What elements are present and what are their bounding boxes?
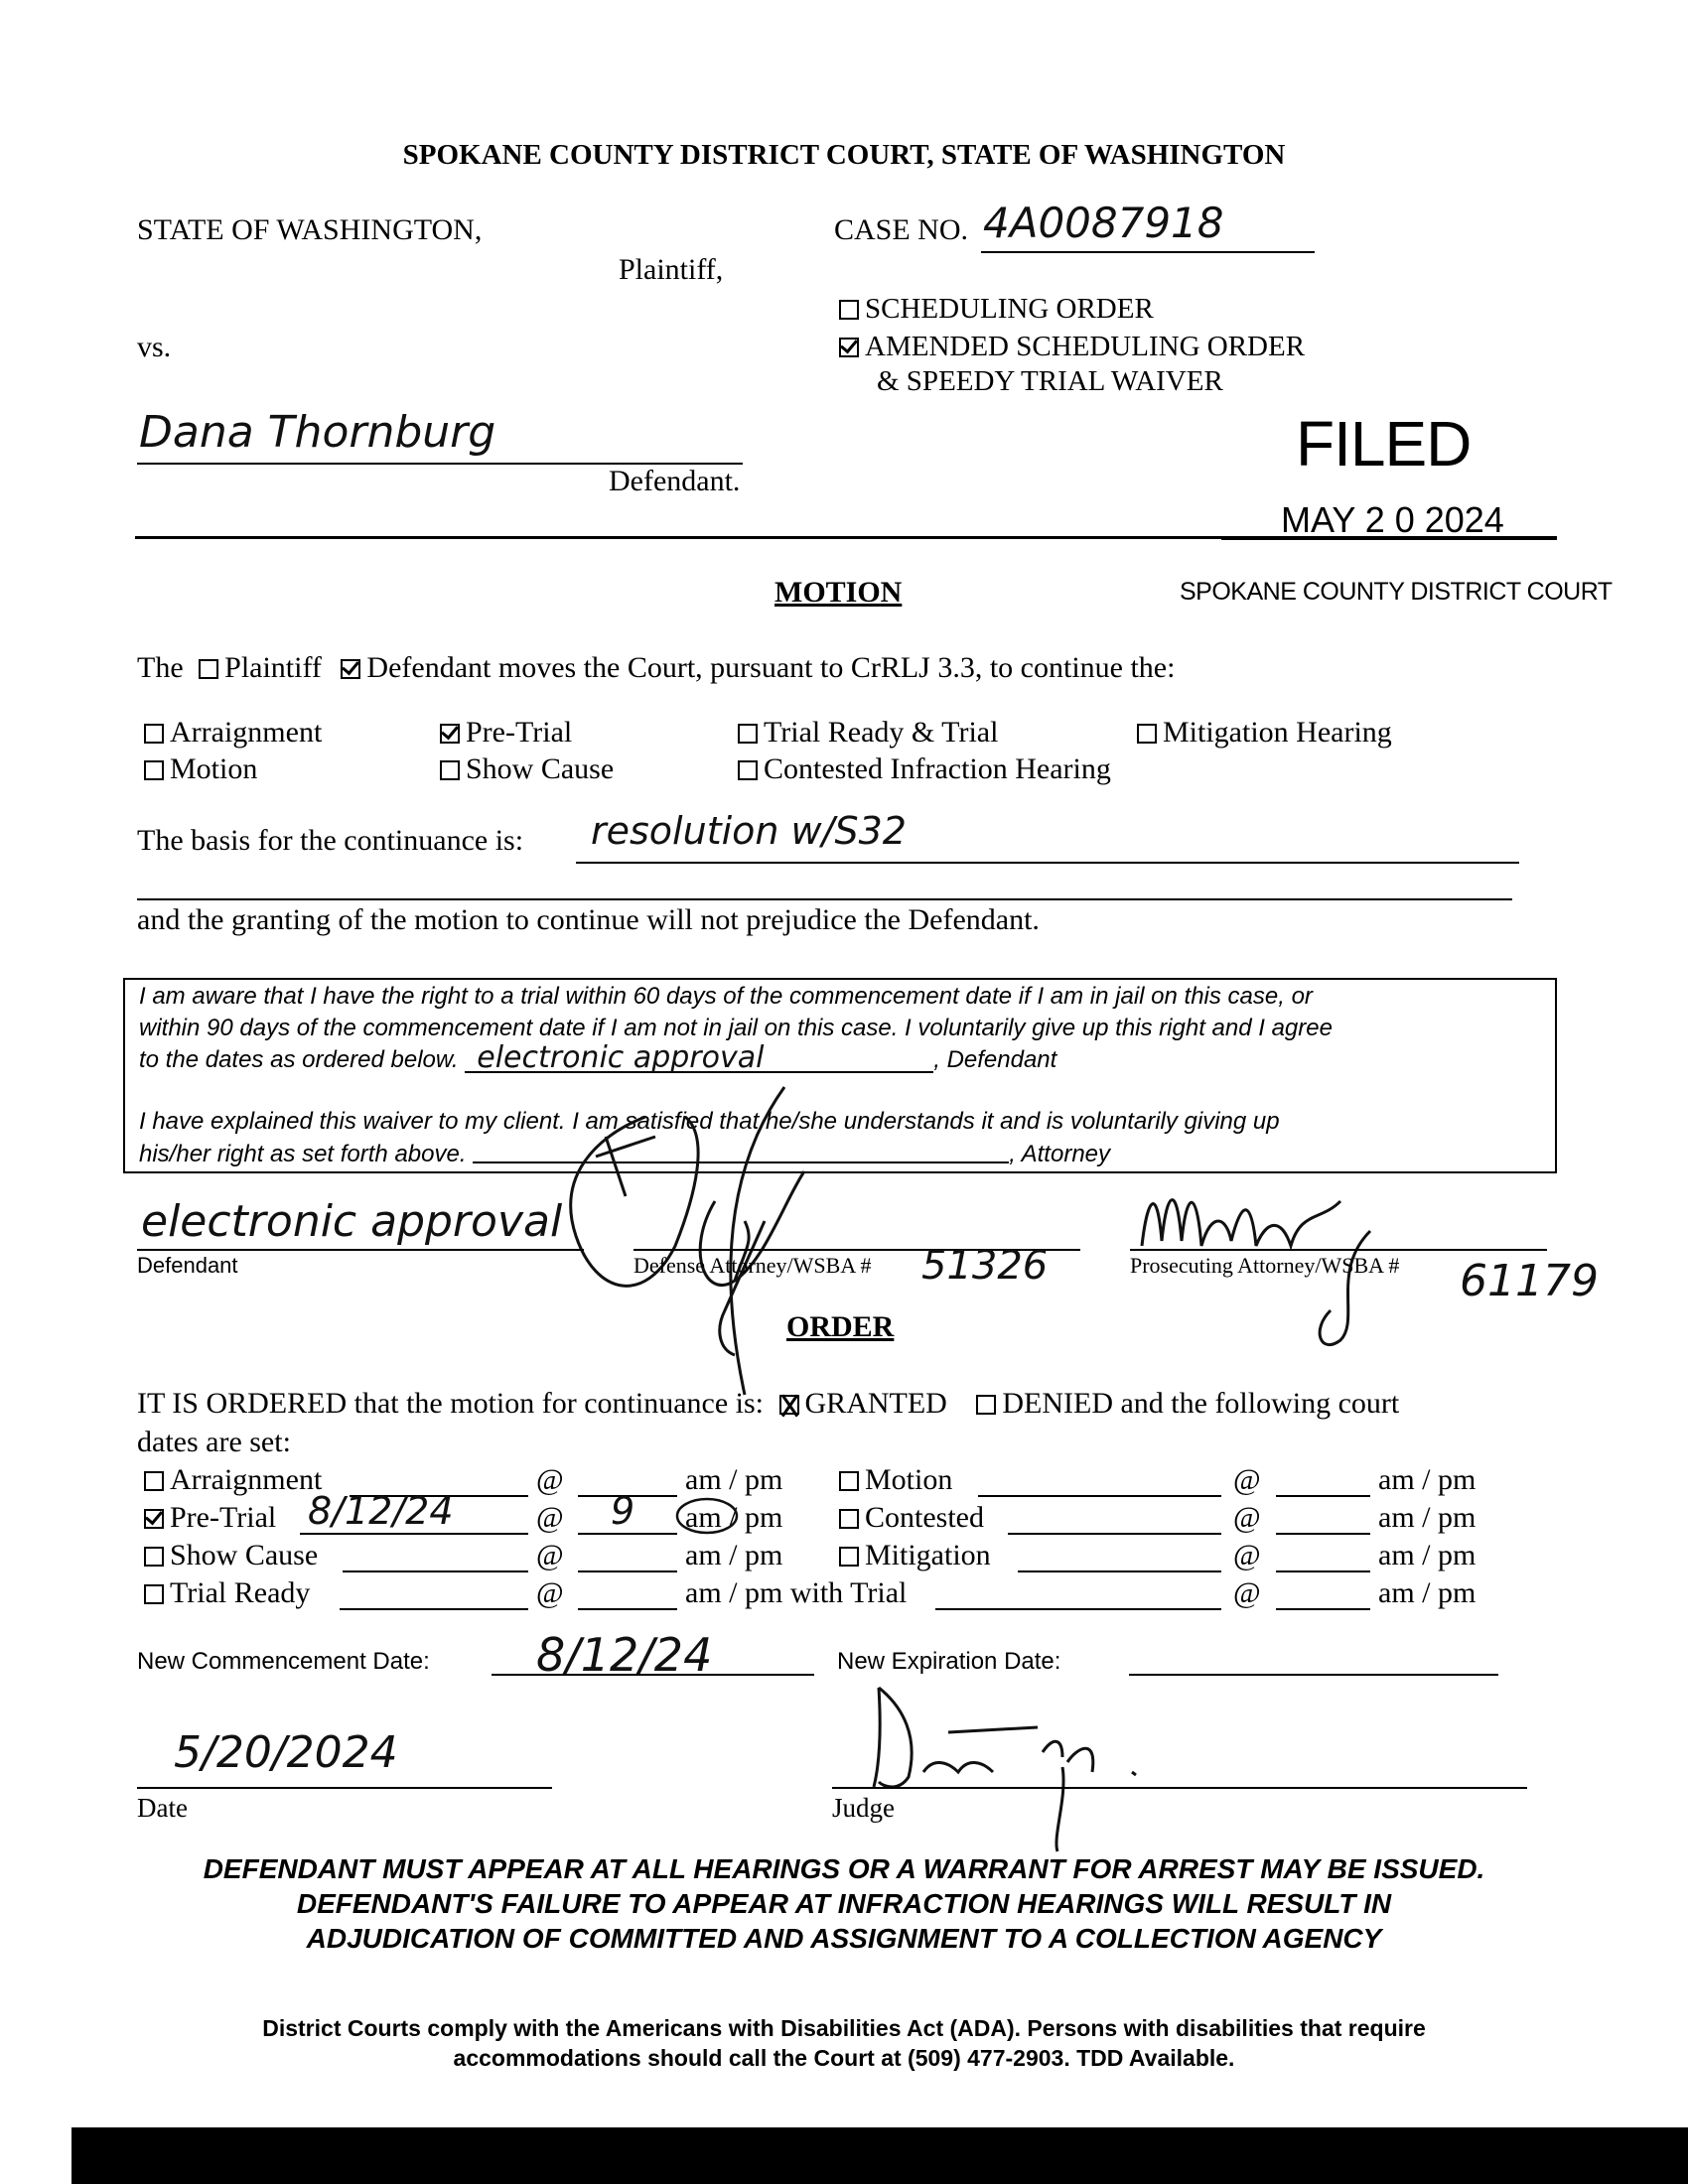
- warning-line-3: ADJUDICATION OF COMMITTED AND ASSIGNMENT TO A COLLECTION AGENCY: [306, 1923, 1382, 1954]
- defendant-approval-signature: electronic approval: [141, 1196, 563, 1247]
- filed-date: MAY 2 0 2024: [1281, 499, 1504, 540]
- plaintiff-name: STATE OF WASHINGTON,: [137, 213, 483, 246]
- sched-pre-trial-checkbox: [144, 1509, 164, 1529]
- case-no-label: CASE NO.: [834, 213, 969, 246]
- sched-contested-checkbox: [839, 1509, 859, 1529]
- denied-checkbox: [976, 1395, 996, 1415]
- case-no-value: 4A0087918: [983, 199, 1224, 247]
- opt-pre-trial-checkbox: [440, 724, 460, 744]
- new-commencement-value: 8/12/24: [536, 1628, 713, 1682]
- ampm-label: am / pm: [1378, 1501, 1477, 1534]
- defendant-label: Defendant.: [609, 465, 741, 497]
- amended-order-checkbox: [839, 338, 859, 357]
- sched-show-cause: Show Cause: [144, 1539, 318, 1572]
- ampm-label: am / pm: [685, 1501, 783, 1534]
- vs-label: vs.: [137, 331, 172, 363]
- opt-pre-trial: Pre-Trial: [440, 716, 572, 750]
- opt-trial-ready-checkbox: [738, 724, 758, 744]
- sched-show-cause-checkbox: [144, 1547, 164, 1567]
- sched-motion: Motion: [839, 1463, 952, 1497]
- opt-mitigation-checkbox: [1137, 724, 1157, 744]
- ada-line-2: accommodations should call the Court at (509) 477-2903. TDD Available.: [453, 2045, 1235, 2071]
- scan-edge-bar: [71, 2127, 1688, 2184]
- judge-signature: [864, 1678, 1162, 1856]
- prosecuting-attorney-label: Prosecuting Attorney/WSBA #: [1130, 1253, 1400, 1278]
- ada-line-1: District Courts comply with the Americans with Disabilities Act (ADA). Persons with disabilities that require: [262, 2015, 1426, 2041]
- motion-heading: MOTION: [774, 576, 903, 609]
- ampm-label: am / pm: [1378, 1576, 1477, 1609]
- sched-pre-trial: Pre-Trial: [144, 1501, 276, 1535]
- basis-value: resolution w/S32: [591, 809, 907, 853]
- sched-arraignment: Arraignment: [144, 1463, 322, 1497]
- pre-trial-time: 9: [611, 1489, 635, 1533]
- motion-movant-line: The Plaintiff Defendant moves the Court, pursuant to CrRLJ 3.3, to continue the:: [137, 651, 1176, 684]
- prejudice-text: and the granting of the motion to continue will not prejudice the Defendant.: [137, 903, 1040, 936]
- new-commencement-label: New Commencement Date:: [137, 1648, 430, 1675]
- defendant-name-signature: Dana Thornburg: [139, 407, 496, 458]
- scheduling-order-option: SCHEDULING ORDER: [839, 293, 1154, 326]
- ampm-label: am / pm: [1378, 1463, 1477, 1496]
- at-symbol: @: [1233, 1539, 1261, 1571]
- at-symbol: @: [1233, 1501, 1261, 1534]
- waiver-line-2: within 90 days of the commencement date if I am not in jail on this case. I voluntarily give up this right and I agree: [139, 1015, 1333, 1041]
- at-symbol: @: [536, 1539, 564, 1571]
- opt-mitigation: Mitigation Hearing: [1137, 716, 1392, 750]
- order-date-value: 5/20/2024: [174, 1727, 398, 1778]
- opt-arraignment-checkbox: [144, 724, 164, 744]
- plaintiff-label: Plaintiff,: [619, 253, 724, 286]
- sched-trial-ready-checkbox: [144, 1584, 164, 1604]
- pre-trial-date: 8/12/24: [308, 1489, 454, 1533]
- opt-motion: Motion: [144, 752, 257, 786]
- dates-are-set: dates are set:: [137, 1426, 291, 1458]
- waiver-line-5: his/her right as set forth above. , Attorney: [139, 1141, 1111, 1167]
- opt-show-cause: Show Cause: [440, 752, 614, 786]
- sched-trial-ready: Trial Ready: [144, 1576, 310, 1610]
- ampm-label: am / pm: [685, 1539, 783, 1571]
- defendant-sig-label: Defendant: [137, 1253, 238, 1278]
- opt-arraignment: Arraignment: [144, 716, 322, 750]
- court-title: SPOKANE COUNTY DISTRICT COURT, STATE OF WASHINGTON: [402, 139, 1286, 171]
- waiver-defendant-signature: electronic approval: [465, 1045, 933, 1073]
- warning-line-1: DEFENDANT MUST APPEAR AT ALL HEARINGS OR A WARRANT FOR ARREST MAY BE ISSUED.: [203, 1853, 1485, 1884]
- opt-contested-checkbox: [738, 760, 758, 780]
- defendant-checkbox: [341, 659, 360, 679]
- plaintiff-checkbox: [199, 659, 218, 679]
- waiver-line-3: to the dates as ordered below. electronic approval , Defendant: [139, 1040, 1057, 1075]
- waiver-line-4: I have explained this waiver to my client. I am satisfied that he/she understands it and is voluntarily giving up: [139, 1108, 1280, 1135]
- speedy-trial-waiver-box: [123, 978, 1557, 1173]
- basis-label: The basis for the continuance is:: [137, 824, 524, 857]
- judge-label: Judge: [832, 1793, 895, 1823]
- at-symbol: @: [1233, 1463, 1261, 1496]
- prosecuting-wsba-number: 61179: [1460, 1256, 1599, 1306]
- sched-contested: Contested: [839, 1501, 984, 1535]
- sched-arraignment-checkbox: [144, 1471, 164, 1491]
- at-symbol: @: [536, 1463, 564, 1496]
- scheduling-order-checkbox: [839, 300, 859, 320]
- ampm-label: am / pm: [1378, 1539, 1477, 1571]
- opt-trial-ready: Trial Ready & Trial: [738, 716, 998, 750]
- defense-attorney-label: Defense Attorney/WSBA #: [633, 1253, 872, 1278]
- sched-mitigation-checkbox: [839, 1547, 859, 1567]
- am-circle: [675, 1494, 755, 1539]
- opt-motion-checkbox: [144, 760, 164, 780]
- at-symbol: @: [536, 1576, 564, 1609]
- warning-line-2: DEFENDANT'S FAILURE TO APPEAR AT INFRACTION HEARINGS WILL RESULT IN: [296, 1888, 1392, 1919]
- granted-checkbox: [779, 1395, 799, 1415]
- amended-order-option: AMENDED SCHEDULING ORDER: [839, 331, 1305, 363]
- opt-contested: Contested Infraction Hearing: [738, 752, 1111, 786]
- waiver-line-1: I am aware that I have the right to a trial within 60 days of the commencement date if I am in jail on this case, or: [139, 983, 1313, 1010]
- sched-mitigation: Mitigation: [839, 1539, 991, 1572]
- opt-show-cause-checkbox: [440, 760, 460, 780]
- filed-stamp: FILED: [1296, 408, 1472, 479]
- date-label: Date: [137, 1793, 188, 1823]
- order-heading: ORDER: [786, 1310, 895, 1343]
- filed-court: SPOKANE COUNTY DISTRICT COURT: [1180, 578, 1613, 606]
- ampm-with-trial-label: am / pm with Trial: [685, 1576, 908, 1609]
- amended-order-line2: & SPEEDY TRIAL WAIVER: [877, 365, 1223, 397]
- ampm-label: am / pm: [685, 1463, 783, 1496]
- defense-wsba-number: 51326: [921, 1243, 1049, 1289]
- at-symbol: @: [1233, 1576, 1261, 1609]
- sched-motion-checkbox: [839, 1471, 859, 1491]
- new-expiration-label: New Expiration Date:: [837, 1648, 1061, 1675]
- order-granted-line: IT IS ORDERED that the motion for continuance is: GRANTED DENIED and the following court: [137, 1387, 1400, 1420]
- at-symbol: @: [536, 1501, 564, 1534]
